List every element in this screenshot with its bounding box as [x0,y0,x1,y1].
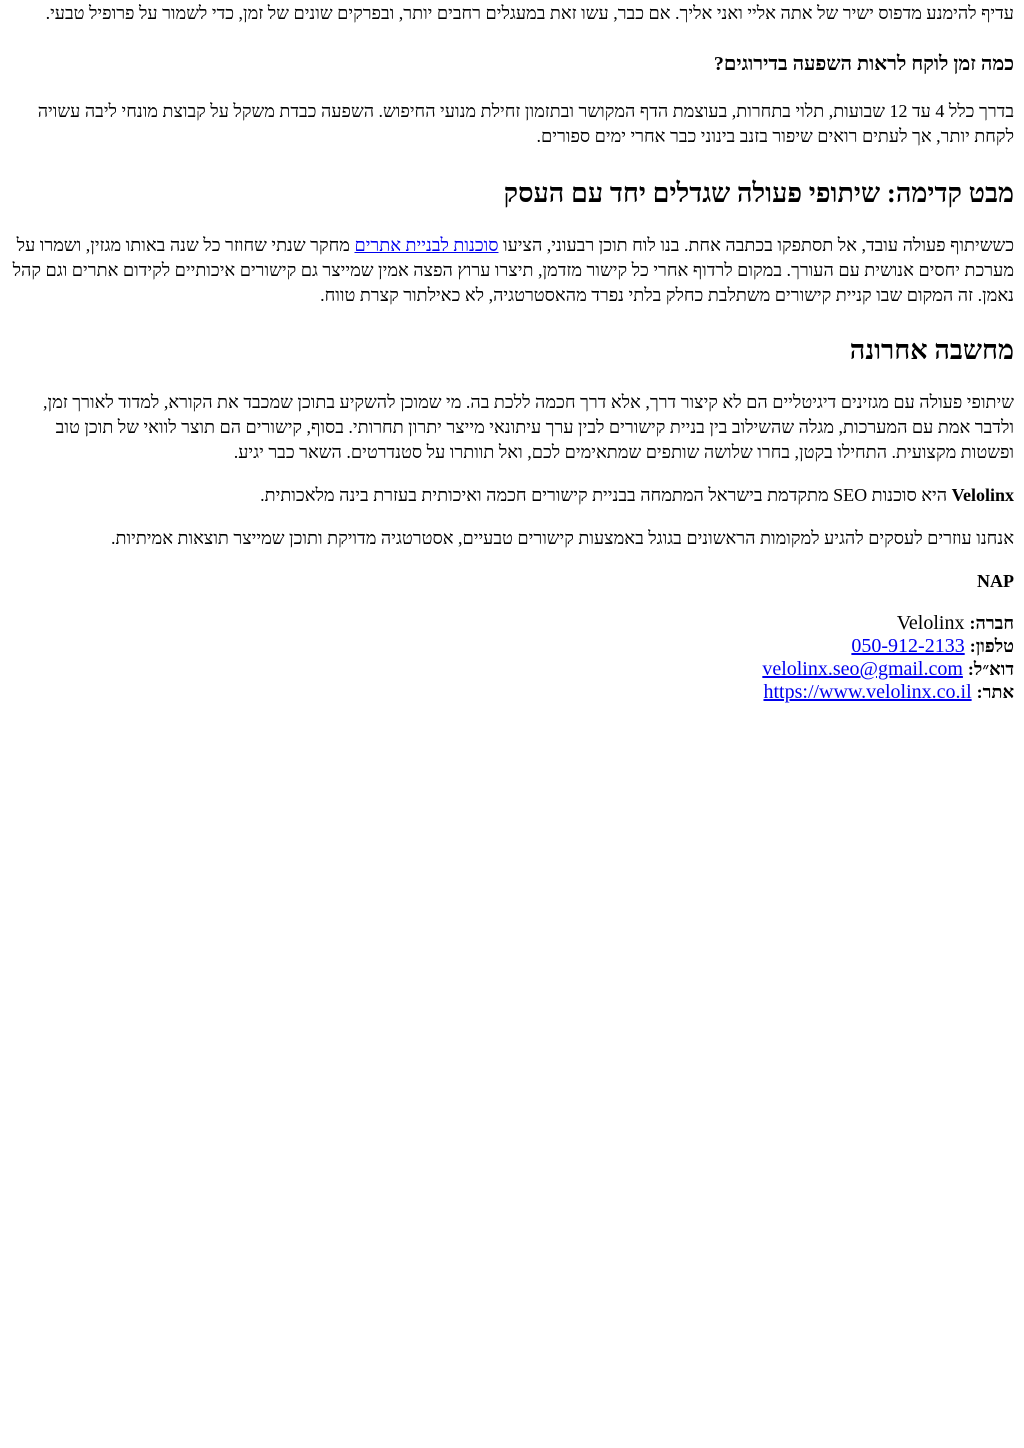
intro-paragraph: עדיף להימנע מדפוס ישיר של אתה אליי ואני אליך. אם כבר, עשו זאת במעגלים רחבים יותר, ובפרקים שונים של זמן, כדי לשמור על פרופיל טבעי. [45,3,1014,23]
website-link[interactable]: https://www.velolinx.co.il [763,681,972,703]
outlook-text-after-link: מחקר שנתי שחוזר כל שנה באותו מגזין, ושמרו על מערכת יחסים אנושית עם העורך. במקום לרדוף אחרי כל קישור מזדמן, תיצרו ערוץ הפצה אמין שמייצר גם קישורים איכותיים לקידום אתרים וגם קהל נאמן. זה המקום שבו קניית קישורים משתלבת כחלק בלתי נפרד מהאסטרטגיה, לא כאילתור קצרת טווח. [12,235,1014,305]
time-to-impact-paragraph: בדרך כלל 4 עד 12 שבועות, תלוי בתחרות, בעוצמת הדף המקושר ובתזמון זחילת מנועי החיפוש. השפעה כבדת משקל על קבוצת מונחי ליבה עשויה לקחת יותר, אך לעתים רואים שיפור בזנב בינוני כבר אחרי ימים ספורים. [37,101,1014,146]
phone-label: טלפון: [969,636,1014,656]
closing-paragraph: אנחנו עוזרים לעסקים להגיע למקומות הראשונים בגוגל באמצעות קישורים טבעיים, אסטרטגיה מדויקת ותוכן שמייצר תוצאות אמיתיות. [111,528,1014,548]
outlook-paragraph [8,233,1014,308]
company-value: Velolinx [896,612,965,634]
company-label: חברה: [969,613,1014,633]
nap-details [8,612,1014,704]
brand-name: Velolinx [951,485,1014,505]
email-link[interactable]: velolinx.seo@gmail.com [762,658,963,680]
website-building-agency-link[interactable]: סוכנות לבניית אתרים [354,235,499,255]
nap-phone-row [8,635,1014,658]
site-label: אתר: [976,682,1014,702]
brand-paragraph [8,483,1014,508]
email-label: דוא״ל: [967,659,1014,679]
nap-email-row [8,658,1014,681]
nap-title: NAP [977,571,1014,591]
final-thought-heading: מחשבה אחרונה [849,335,1014,365]
nap-site-row [8,681,1014,704]
time-to-impact-heading: כמה זמן לוקח לראות השפעה בדירוגים? [713,53,1014,75]
brand-description: היא סוכנות SEO מתקדמת בישראל המתמחה בבניית קישורים חכמה ואיכותית בעזרת בינה מלאכותית. [260,485,952,505]
nap-company-row [8,612,1014,635]
article-page [0,0,1024,704]
final-thought-paragraph: שיתופי פעולה עם מגזינים דיגיטליים הם לא קיצור דרך, אלא דרך חכמה ללכת בה. מי שמוכן להשקיע בתוכן שמכבד את הקורא, למדוד לאורך זמן, ולדבר אמת עם המערכות, מגלה שהשילוב בין בניית קישורים לבין ערך עיתונאי מייצר יתרון תחרותי. בסוף, קישורים הם תוצר לוואי של תוכן טוב ופשטות מקצועית. התחילו בקטן, בחרו שלושה שותפים שמתאימים לכם, ואל תוותרו על סטנדרטים. השאר כבר יגיע. [43,392,1014,462]
outlook-text-before-link: כששיתוף פעולה עובד, אל תסתפקו בכתבה אחת. בנו לוח תוכן רבעוני, הציעו [498,235,1014,255]
phone-link[interactable]: 050-912-2133 [851,635,965,657]
outlook-heading: מבט קדימה: שיתופי פעולה שגדלים יחד עם העסק [503,178,1014,208]
